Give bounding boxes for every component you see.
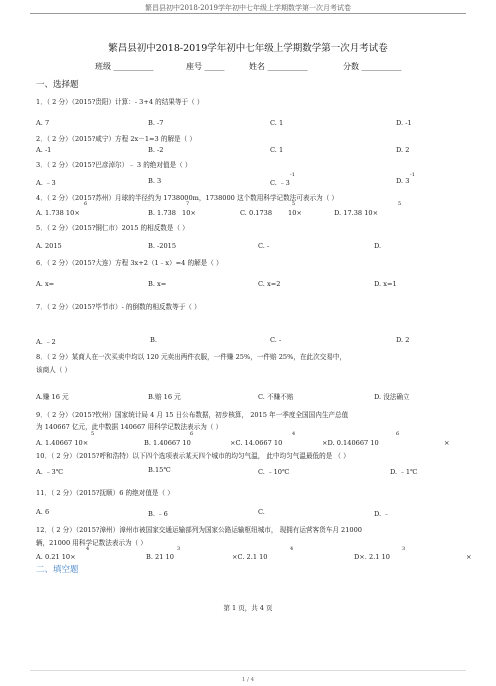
question-7-option-a: A. ﹣2: [36, 338, 56, 346]
question-12-stem: 12．（ 2 分）（2015?漳州）漳州市被国家交通运输部列为国家公路运输枢纽城市， 现拥有运营客货车月 21000: [36, 526, 363, 534]
page-footer: 第 1 页，共 4 页: [223, 604, 273, 612]
section-choice-heading: 一、选择题: [36, 80, 79, 90]
question-8-option-c: C. 不赚不赔: [258, 393, 294, 401]
question-2-option-a: A. -1: [36, 146, 52, 154]
question-11-option-a: A. 6: [36, 508, 50, 516]
question-9-exponent-b: 6: [190, 431, 194, 437]
question-9-option-c: ×C. 14.0667 10: [230, 439, 283, 447]
question-9-option-a: A. 1.40667 10×: [36, 439, 89, 447]
section-fill-in-heading: 二、填空题: [36, 565, 79, 575]
question-6-stem: 6．（ 2 分）（2015?大连）方程 3x+2（1﹣x）=4 的解是（ ）: [36, 259, 223, 267]
question-1-option-d: D. -1: [396, 119, 412, 127]
question-8-option-a: A.赚 16 元: [36, 393, 69, 401]
question-9-option-b: B. 1.40667 10: [144, 439, 191, 447]
question-12-exponent-a: 4: [86, 546, 90, 552]
question-7-stem: 7．（ 2 分）（2015?毕节市）- 的倒数的相反数等于（ ）: [36, 303, 201, 311]
question-10-option-c: C. ﹣10℃: [258, 468, 290, 476]
question-9-exponent-c: 4: [292, 431, 296, 437]
question-9-option-d-times: ×: [444, 439, 450, 447]
question-9-exponent-a: 5: [91, 431, 95, 437]
question-12-exponent-b: 3: [177, 546, 181, 552]
question-11-stem: 11．（ 2 分）（2015?抚顺）6 的绝对值是（ ）: [36, 489, 174, 497]
question-7-option-c: C. -: [270, 336, 282, 344]
header-rule: [30, 13, 466, 14]
class-field-label: 班级 __________: [95, 62, 154, 71]
running-header: 繁昌县初中2018-2019学年初中七年级上学期数学第一次月考试卷: [145, 4, 351, 12]
question-8-stem: 8．（ 2 分）某商人在一次买卖中均以 120 元卖出两件衣服，一件赚 25%，一件赔 25%，在此次交易中，: [36, 353, 347, 361]
question-4-option-c: C. 0.1738: [240, 209, 273, 217]
question-3-exponent-d: -1: [410, 172, 415, 178]
question-5-option-d: D.: [374, 242, 382, 250]
seat-field-label: 座号 _____: [186, 62, 225, 71]
question-9-exponent-d: 6: [396, 431, 400, 437]
question-2-option-d: D. 2: [396, 146, 410, 154]
question-4-exponent-d: 5: [398, 201, 402, 207]
question-7-option-b: B.: [150, 336, 157, 344]
question-4-exponent-a: 6: [84, 201, 88, 207]
question-2-stem: 2．（ 2 分）（2015?咸宁）方程 2x－1=3 的解是（ ）: [36, 135, 196, 143]
question-1-stem: 1．（ 2 分）（2015?贵阳）计算：- 3+4 的结果等于（ ）: [36, 98, 204, 106]
score-field-label: 分数 __________: [343, 62, 402, 71]
question-9-stem-line2: 为 140667 亿元，此中数据 140667 用科学记数法表示为（ ）: [36, 423, 223, 431]
question-8-option-d: D. 没法确立: [374, 393, 410, 401]
question-6-option-b: B. x=: [148, 280, 167, 288]
question-1-option-c: C. 1: [270, 119, 284, 127]
question-5-option-c: C. -: [258, 242, 270, 250]
question-3-option-d: D. 3: [396, 177, 410, 185]
question-9-option-d: ×D. 0.140667 10: [322, 439, 379, 447]
page-indicator: 1 / 4: [241, 677, 255, 683]
question-3-option-a: A. ﹣3: [36, 179, 56, 187]
question-12-option-c: ×C. 2.1 10: [232, 553, 268, 561]
question-6-option-d: D. x=1: [374, 280, 397, 288]
question-4-stem: 4．（ 2 分）（2015?苏州）月球的半径约为 1738000m，1738000 这个数用科学记数法可表示为（ ）: [36, 194, 338, 202]
question-12-stem-line2: 辆，21000 用科学记数法表示为（ ）: [36, 539, 147, 547]
question-8-option-b: B.赔 16 元: [148, 393, 181, 401]
question-2-option-c: C. 1: [270, 146, 284, 154]
question-4-option-c-times: 10×: [288, 209, 302, 217]
question-10-option-d: D. ﹣1℃: [390, 468, 418, 476]
question-10-stem: 10．（ 2 分）（2015?呼和浩特）以下四个选项表示某天四个城市的均匀气温， 此中均匀气温最低的是 （ ）: [36, 452, 350, 460]
question-6-option-a: A. x=: [36, 280, 55, 288]
name-field-label: 姓名 __________: [249, 62, 308, 71]
question-5-option-a: A. 2015: [36, 242, 62, 250]
question-11-option-b: B. ﹣6: [148, 510, 168, 518]
question-9-stem: 9．（ 2 分）（2015?钦州）国家统计局 4 月 15 日公布数据，初步核算， 2015 年一季度全国国内生产总值: [36, 411, 349, 419]
question-3-option-b: B. 3: [148, 177, 162, 185]
question-11-option-c: C.: [258, 508, 265, 516]
question-8-stem-line2: 该商人（ ）: [36, 366, 72, 374]
question-12-exponent-c: 4: [290, 546, 294, 552]
question-10-option-b: B.15℃: [148, 466, 171, 474]
question-10-option-a: A. ﹣3℃: [36, 468, 64, 476]
question-5-stem: 5．（ 2 分）（2015?铜仁市）2015 的相反数是（ ）: [36, 224, 189, 232]
question-12-option-b: B. 21 10: [146, 553, 174, 561]
question-12-option-a: A. 0.21 10×: [36, 553, 76, 561]
question-11-option-d: D. ﹣: [374, 510, 390, 518]
question-1-option-b: B. -7: [148, 119, 164, 127]
question-4-option-b-times: 10×: [182, 209, 196, 217]
question-12-exponent-d: 3: [402, 546, 406, 552]
question-4-option-d: D. 17.38 10×: [334, 209, 379, 217]
question-4-option-b: B. 1.738: [148, 209, 176, 217]
question-4-exponent-b: 7: [186, 201, 190, 207]
page-separator: [30, 670, 466, 671]
question-3-exponent-c: -1: [290, 172, 295, 178]
question-5-option-b: B. -2015: [148, 242, 177, 250]
question-3-stem: 3．（ 2 分）（2015?巴彦淖尔）﹣ 3 的绝对值是（ ）: [36, 161, 192, 169]
question-4-exponent-c: 5: [292, 201, 296, 207]
page-title: 繁昌县初中2018-2019学年初中七年级上学期数学第一次月考试卷: [108, 43, 388, 54]
question-3-option-c: C. ﹣3: [270, 179, 290, 187]
question-12-option-d-times: ×: [466, 553, 472, 561]
question-7-option-d: D. 2: [396, 336, 410, 344]
question-2-option-b: B. -2: [148, 146, 164, 154]
question-12-option-d: D×. 2.1 10: [354, 553, 390, 561]
question-4-option-a: A. 1.738 10×: [36, 209, 80, 217]
question-1-option-a: A. 7: [36, 119, 50, 127]
question-6-option-c: C. x=2: [258, 280, 281, 288]
